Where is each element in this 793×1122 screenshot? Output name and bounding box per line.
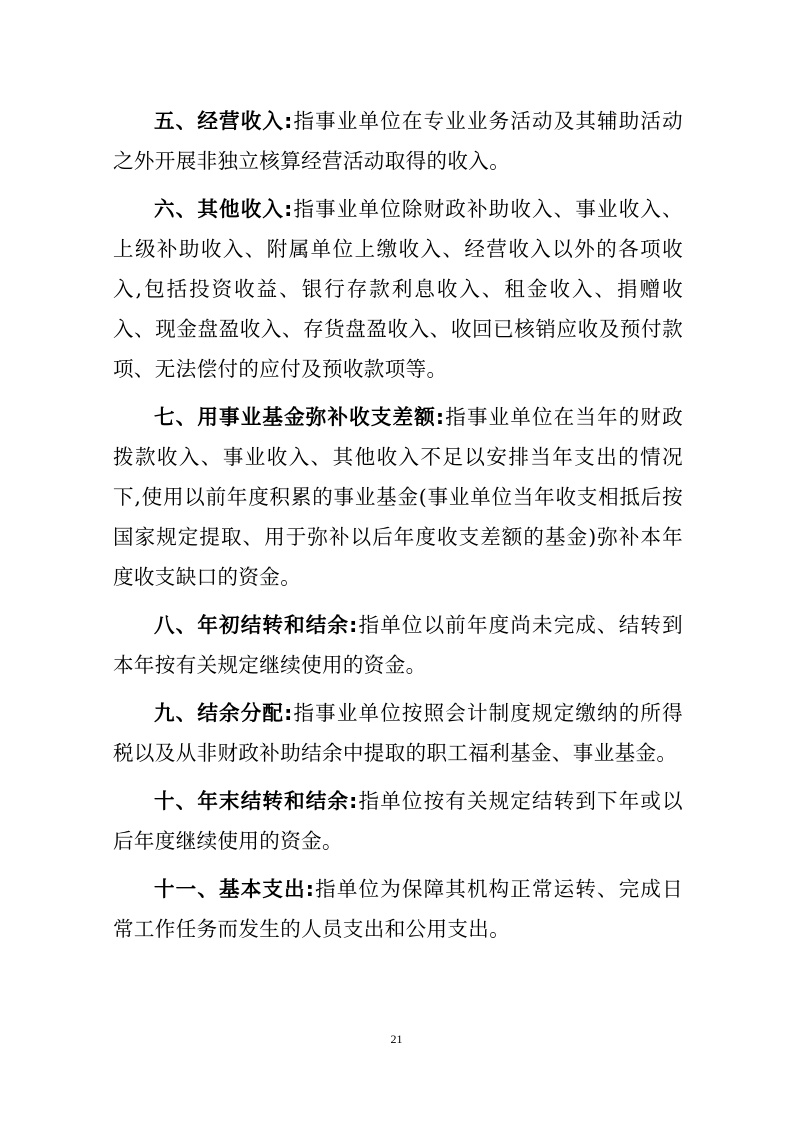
paragraph-text: 指单位为保障其机构正常运转、完成日常工作任务而发生的人员支出和公用支出。 (113, 877, 683, 941)
paragraph-surplus-distribution (113, 693, 683, 773)
paragraph-closing-carryover (113, 781, 683, 861)
paragraph-text: 指事业单位除财政补助收入、事业收入、上级补助收入、附属单位上缴收入、经营收入以外的各项收入,包括投资收益、银行存款利息收入、租金收入、捐赠收入、现金盘盈收入、存货盘盈收入、收回已核销应收及预付款项、无法偿付的应付及预收款项等。 (113, 197, 684, 381)
paragraph-text: 指单位按有关规定结转到下年或以后年度继续使用的资金。 (113, 789, 684, 853)
paragraph-colon: : (349, 789, 358, 813)
paragraph-basic-expenditure (113, 869, 683, 949)
document-body (113, 101, 683, 957)
page-number: 21 (390, 1032, 403, 1046)
paragraph-operating-income (113, 101, 683, 181)
paragraph-other-income (113, 189, 683, 389)
paragraph-colon: : (284, 197, 293, 221)
paragraph-term: 十一、基本支出 (154, 877, 306, 901)
paragraph-colon: : (284, 109, 293, 133)
paragraph-term: 九、结余分配 (154, 701, 285, 725)
paragraph-text: 指事业单位按照会计制度规定缴纳的所得税以及从非财政补助结余中提取的职工福利基金、事业基金。 (113, 701, 684, 765)
paragraph-colon: : (284, 701, 293, 725)
paragraph-colon: : (435, 405, 445, 429)
paragraph-term: 十、年末结转和结余 (154, 789, 350, 813)
paragraph-colon: : (349, 613, 358, 637)
paragraph-term: 六、其他收入 (154, 197, 285, 221)
paragraph-text: 指单位以前年度尚未完成、结转到本年按有关规定继续使用的资金。 (113, 613, 684, 677)
paragraph-colon: : (305, 877, 315, 901)
paragraph-term: 八、年初结转和结余 (154, 613, 350, 637)
paragraph-business-fund-offset (113, 397, 683, 597)
paragraph-opening-carryover (113, 605, 683, 685)
paragraph-text: 指事业单位在当年的财政拨款收入、事业收入、其他收入不足以安排当年支出的情况下,使用以前年度积累的事业基金(事业单位当年收支相抵后按国家规定提取、用于弥补以后年度收支差额的基金)弥补本年度收支缺口的资金。 (113, 405, 683, 589)
paragraph-text: 指事业单位在专业业务活动及其辅助活动之外开展非独立核算经营活动取得的收入。 (113, 109, 684, 173)
paragraph-term: 五、经营收入 (154, 109, 285, 133)
paragraph-term: 七、用事业基金弥补收支差额 (154, 405, 436, 429)
